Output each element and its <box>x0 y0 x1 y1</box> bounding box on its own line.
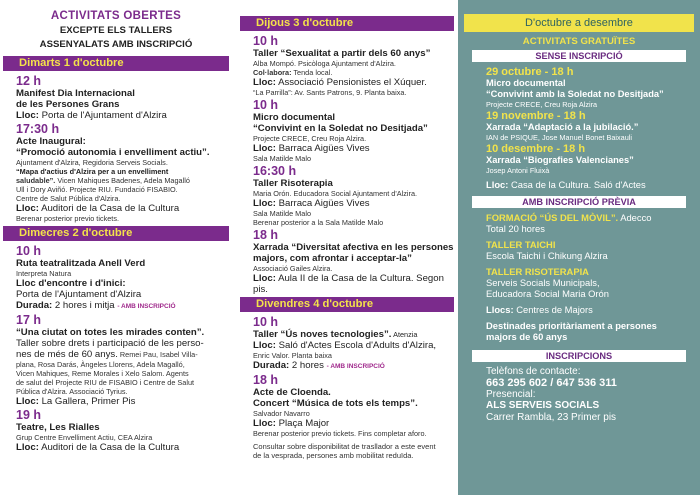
location-label: Lloc: <box>16 110 39 121</box>
no-registration-bar: SENSE INSCRIPCIÓ <box>472 50 686 62</box>
location-text: Auditori de la Casa de la Cultura <box>41 442 180 453</box>
priority-note-1: Destinades prioritàriament a persones <box>486 320 657 331</box>
event-time: 10 h <box>253 34 279 48</box>
event-time: 10 h <box>253 98 279 112</box>
event-location <box>3 442 229 453</box>
event-desc-1: Taller sobre drets i participació de les perso- <box>16 338 204 349</box>
location-label: Lloc: <box>16 203 39 214</box>
priority-note-2: majors de 60 anys <box>486 331 568 342</box>
event-theatrical-route <box>3 245 229 312</box>
workshop-organizer: Serveis Socials Municipals, <box>486 277 600 288</box>
meeting-point: Porta de l'Ajuntament d'Alzira <box>16 289 142 300</box>
contact-info <box>458 366 700 423</box>
event-room: Sala Matilde Malo <box>253 154 311 163</box>
duration-text: 2 hores <box>291 360 324 371</box>
event-theatre <box>3 409 229 453</box>
event-duration <box>240 360 454 372</box>
workshop-laughter-therapy <box>458 266 700 299</box>
event-inaugural <box>3 123 229 223</box>
event-note: Berenar posterior a la Sala Matilde Malo <box>253 218 384 227</box>
event-room: Sala Matilde Malo <box>253 209 311 218</box>
activity-title-2: “Convivint amb la Soledat no Desitjada” <box>486 89 664 99</box>
event-title-2: “Promoció autonomia i envelliment actiu”. <box>16 147 210 158</box>
event-time: 10 h <box>253 315 279 329</box>
registration-tag: - AMB INSCRIPCIÓ <box>326 363 385 370</box>
location-label: Lloc: <box>253 418 276 429</box>
column-october-december <box>458 0 700 495</box>
workshop-title: TALLER RISOTERAPIA <box>486 266 589 277</box>
workshop-organizer: Escola Taichi i Chikung Alzira <box>486 250 608 261</box>
event-time: 18 h <box>253 373 279 387</box>
in-person-label: Presencial: <box>486 389 536 400</box>
event-time: 17:30 h <box>16 122 60 136</box>
duration-text: 2 hores i mitja <box>54 300 115 311</box>
event-time: 10 h <box>16 244 42 258</box>
event-desc-text: nes de més de 60 anys. <box>16 349 118 360</box>
event-participants: Vicen Mahiques Badenes, Adela Magalló <box>55 176 190 185</box>
activity-title: Xarrada “Biografies Valencianes” <box>486 155 634 165</box>
activity-december <box>458 143 700 175</box>
event-tech-workshop <box>240 316 454 372</box>
event-organizer: Maria Orón. Educadora Social Ajuntament d'Alzira. <box>253 189 418 198</box>
location-label: Lloc: <box>253 340 276 351</box>
day-header-friday: Divendres 4 d'octubre <box>240 297 454 312</box>
activity-date: 10 desembre - 18 h <box>486 143 586 155</box>
event-subtitle-bold: saludable”. <box>16 176 56 185</box>
location-text: Barraca Aigües Vives <box>278 143 370 154</box>
activity-title: Micro documental <box>486 78 566 88</box>
event-desc-2 <box>3 349 229 360</box>
places-text: Centres de Majors <box>513 304 593 315</box>
event-subtitle: “Mapa d'actius d'Alzira per a un envelliment <box>16 167 169 176</box>
event-time: 18 h <box>253 228 279 242</box>
event-title-2: “Convivint en la Soledat no Desitjada” <box>253 123 428 134</box>
event-organizer: Grup Centre Envelliment Actiu, CEA Alzira <box>16 433 153 442</box>
event-time: 19 h <box>16 408 42 422</box>
event-location <box>240 198 454 209</box>
activity-october <box>458 66 700 109</box>
event-title-2: de les Persones Grans <box>16 99 120 110</box>
event-organizer: Interpreta Natura <box>16 269 72 278</box>
event-title <box>240 329 454 340</box>
location-text: Porta de l'Ajuntament d'Alzira <box>41 110 167 121</box>
event-title: Taller Risoterapia <box>253 178 333 189</box>
event-duration <box>3 300 229 312</box>
workshop-hours: Total 20 hores <box>486 223 545 234</box>
event-note: Berenar posterior previo tickets. Fins completar aforo. <box>253 429 427 438</box>
address-name: “La Parrilla”: <box>253 88 293 97</box>
event-participants-3: Centre de Salut Pública d'Alzira. <box>16 194 121 203</box>
activity-organizer: Josep Antoni Fluixà <box>486 166 550 175</box>
duration-label: Durada: <box>16 300 53 311</box>
places-line <box>486 304 694 315</box>
event-participants-2: Ull i Dory Aviñó. Projecte RIU. Fundació FISABIO. <box>16 185 178 194</box>
activity-organizer: IAN de PSIQUE, Jose Manuel Bonet Baixauli <box>486 133 633 142</box>
workshop-title: FORMACIÓ “ÚS DEL MÒVIL”. <box>486 212 619 223</box>
workshop-title-line <box>486 212 694 223</box>
workshop-title: TALLER TAICHI <box>486 239 556 250</box>
location-text: La Gallera, Primer Pis <box>41 396 136 407</box>
activity-date: 19 novembre - 18 h <box>486 110 586 122</box>
registration-tag: - AMB INSCRIPCIÓ <box>117 303 176 310</box>
location-text: Associació Pensionistes el Xúquer. <box>278 77 427 88</box>
location-label: Lloc: <box>253 198 276 209</box>
places-label: Llocs: <box>486 304 514 315</box>
location-text: Aula II de la Casa de la Cultura. Segon pis. <box>253 273 444 295</box>
event-subtitle-cont <box>3 176 229 185</box>
event-collaborator <box>240 68 454 77</box>
registrations-bar: INSCRIPCIONS <box>472 350 686 362</box>
period-header: D'octubre a desembre <box>464 14 694 32</box>
location-label: Lloc: <box>16 442 39 453</box>
event-manifest <box>3 75 229 121</box>
prior-registration-bar: AMB INSCRIPCIÓ PRÈVIA <box>472 196 686 208</box>
day-header-tuesday: Dimarts 1 d'octubre <box>3 56 229 71</box>
event-organizer: Salvador Navarro <box>253 409 310 418</box>
column-open-activities <box>0 0 232 495</box>
section-subtitle-2: ASSENYALATS AMB INSCRIPCIÓ <box>39 39 193 50</box>
event-title-2: Concert “Música de tots els temps”. <box>253 398 418 409</box>
event-closing <box>240 374 454 438</box>
event-time: 16:30 h <box>253 164 297 178</box>
collaborator-label: Col·labora: <box>253 68 292 77</box>
location-text: Plaça Major <box>278 418 330 429</box>
priority-note <box>458 320 700 342</box>
duration-label: Durada: <box>253 360 290 371</box>
workshop-taichi <box>458 239 700 261</box>
event-title: Teatre, Les Rialles <box>16 422 100 433</box>
event-room: Enric Valor. Planta baixa <box>253 351 332 360</box>
event-diversity-talk <box>240 229 454 295</box>
location-text: Saló d'Actes Escola d'Adults d'Alzira, <box>278 340 437 351</box>
event-title: Ruta teatralitzada Anell Verd <box>16 258 146 269</box>
event-participants-5: Pública d'Alzira. Associació Tyrius. <box>16 387 128 396</box>
location-label: Lloc: <box>253 273 276 284</box>
event-title: Manifest Dia Internacional <box>16 88 135 99</box>
event-location <box>240 143 454 154</box>
event-address <box>240 88 454 97</box>
activity-title: Xarrada “Adaptació a la jubilació.” <box>486 122 639 132</box>
event-sexuality-workshop <box>240 35 454 97</box>
event-location <box>240 273 454 295</box>
event-note: Berenar posterior previo tickets. <box>16 214 120 223</box>
event-organizer: Projecte CRECE, Creu Roja Alzira. <box>253 134 367 143</box>
location-text: Barraca Aigües Vives <box>278 198 370 209</box>
event-location <box>3 396 229 407</box>
event-participants-2: plana, Rosa Darás, Àngeles Llorens, Adela Magalló, <box>16 360 185 369</box>
workshop-organizer: Adecco <box>618 212 652 223</box>
event-title: “Una ciutat on totes les mirades conten”. <box>16 327 205 338</box>
location-text: Casa de la Cultura. Saló d'Actes <box>511 179 646 190</box>
meeting-point-label <box>3 278 229 289</box>
event-title: Taller “Sexualitat a partir dels 60 anys” <box>253 48 431 59</box>
event-location <box>240 418 454 429</box>
workshops-places <box>458 304 700 315</box>
phones-label: Telèfons de contacte: <box>486 366 581 377</box>
event-time: 17 h <box>16 313 42 327</box>
event-location <box>240 77 454 88</box>
column-thursday-friday <box>236 0 458 495</box>
event-micro-documental <box>240 99 454 163</box>
event-laughter-therapy <box>240 165 454 227</box>
location-label: Lloc: <box>16 396 39 407</box>
event-title: Xarrada “Diversitat afectiva en les persones <box>253 242 454 253</box>
activity-organizer: Projecte CRECE, Creu Roja Alzira <box>486 100 598 109</box>
event-title: Acte de Cloenda. <box>253 387 331 398</box>
section-subtitle-1: EXCEPTE ELS TALLERS <box>59 25 173 36</box>
section-title: ACTIVITATS OBERTES <box>50 10 182 22</box>
free-activities-title: ACTIVITATS GRATUÏTES <box>522 36 636 47</box>
location-label: Lloc: <box>253 143 276 154</box>
event-title: Micro documental <box>253 112 336 123</box>
event-title-2: majors, com afrontar i acceptar-la” <box>253 253 412 264</box>
address: Carrer Rambla, 23 Primer pis <box>486 412 617 423</box>
event-title-text: Taller “Ús noves tecnologies”. <box>253 329 392 340</box>
event-organizer: Ajuntament d'Alzira, Regidoria Serveis Socials. <box>16 158 168 167</box>
event-city-workshop <box>3 314 229 407</box>
day-header-thursday: Dijous 3 d'octubre <box>240 16 454 31</box>
day-header-wednesday: Dimecres 2 d'octubre <box>3 226 229 241</box>
event-location <box>3 203 229 214</box>
phone-numbers[interactable]: 663 295 602 / 647 536 311 <box>486 377 617 389</box>
event-time: 12 h <box>16 74 42 88</box>
event-location <box>3 110 229 121</box>
mobility-note-2: de la vesprada, persones amb mobilitat reduïda. <box>253 451 414 460</box>
location-label: Lloc: <box>253 77 276 88</box>
social-services: ALS SERVEIS SOCIALS <box>486 400 600 411</box>
address-text: Av. Sants Patrons, 9. Planta baixa. <box>292 88 407 97</box>
location-label: Lloc: <box>486 179 509 190</box>
event-title: Acte Inaugural: <box>16 136 86 147</box>
event-organizer: Atenzia <box>391 330 418 339</box>
activity-november <box>458 110 700 142</box>
workshop-organizer-2: Educadora Social Maria Orón <box>486 288 609 299</box>
mobility-note-1: Consultar sobre disponibilitat de trasllador a este event <box>253 442 436 451</box>
event-location <box>240 340 454 351</box>
activities-location <box>458 179 700 190</box>
collaborator-text: Tenda local. <box>291 68 333 77</box>
event-participants-4: de salut del Projecte RIU de FISABIO i Centre de Salut <box>16 378 195 387</box>
meeting-point-text: Lloc d'encontre i d'inici: <box>16 278 126 289</box>
location-text: Auditori de la Casa de la Cultura <box>41 203 180 214</box>
activity-date: 29 octubre - 18 h <box>486 66 574 78</box>
event-participants: Remei Pau, Isabel Villa- <box>117 350 198 359</box>
event-organizer: Associació Gailes Alzira. <box>253 264 333 273</box>
workshop-mobile <box>458 212 700 234</box>
event-participants-3: Vicen Mahiques, Reme Morales i Xelo Salom. Agents <box>16 369 189 378</box>
event-organizer: Alba Mompó. Psicòloga Ajuntament d'Alzira. <box>253 59 396 68</box>
